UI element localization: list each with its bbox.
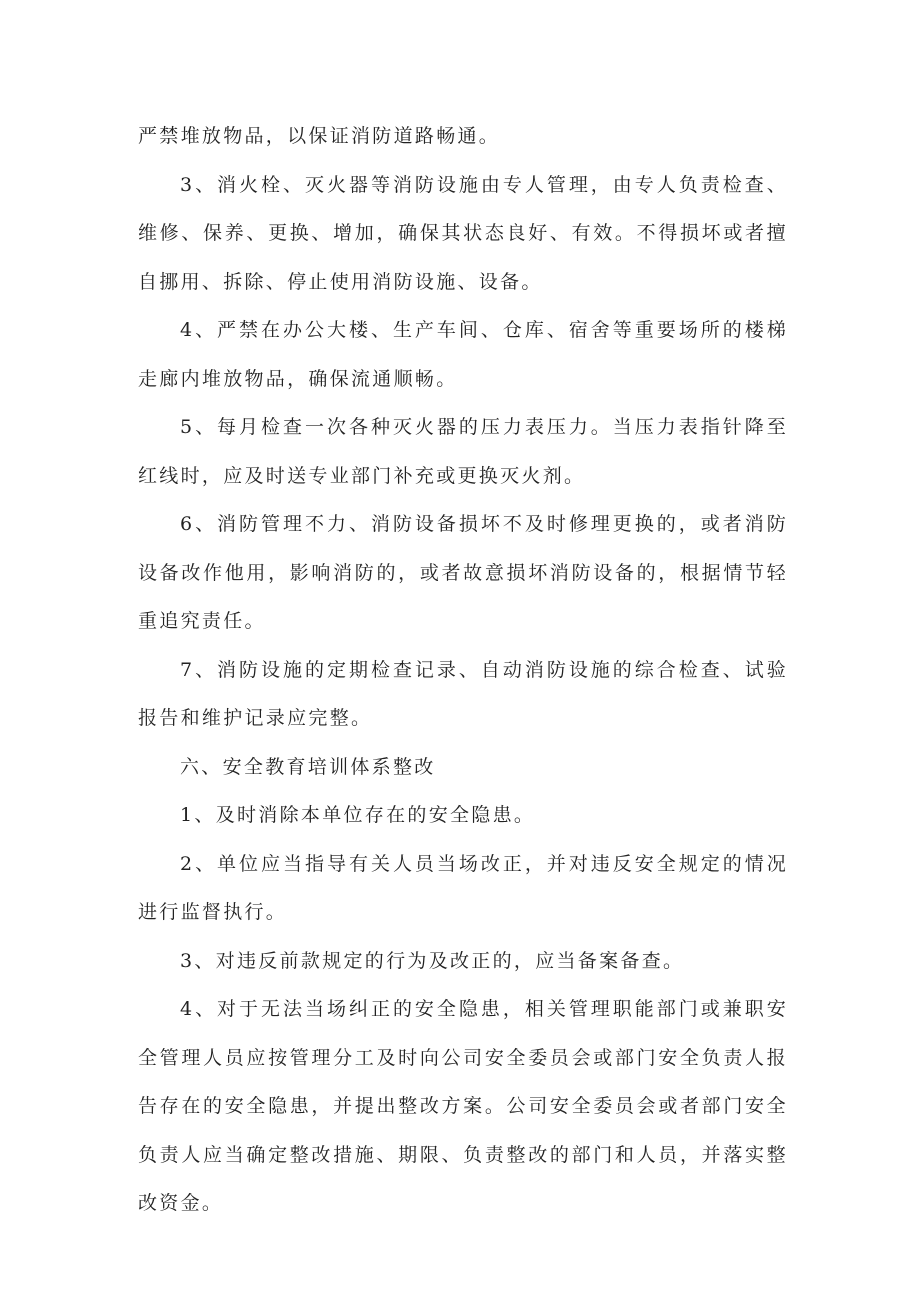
paragraph-section6-item-2: 2、单位应当指导有关人员当场改正，并对违反安全规定的情况进行监督执行。 (138, 852, 788, 923)
paragraph-item-3-hydrants: 3、消火栓、灭火器等消防设施由专人管理，由专人负责检查、维修、保养、更换、增加，确保其状态良好、有效。不得损坏或者擅自挪用、拆除、停止使用消防设施、设备。 (138, 173, 788, 293)
paragraph-section6-item-3: 3、对违反前款规定的行为及改正的，应当备案备查。 (180, 949, 685, 972)
paragraph-item-5-extinguisher-check: 5、每月检查一次各种灭火器的压力表压力。当压力表指针降至红线时，应及时送专业部门补充或更换灭火剂。 (138, 416, 788, 487)
paragraph-section6-item-4: 4、对于无法当场纠正的安全隐患，相关管理职能部门或兼职安全管理人员应按管理分工及时向公司安全委员会或部门安全负责人报告存在的安全隐患，并提出整改方案。公司安全委员会或者部门安全负责人应当确定整改措施、期限、负责整改的部门和人员，并落实整改资金。 (138, 998, 788, 1214)
paragraph-section6-item-1: 1、及时消除本单位存在的安全隐患。 (180, 804, 536, 826)
section-heading-safety-education: 六、安全教育培训体系整改 (180, 755, 436, 778)
paragraph-item-7-records: 7、消防设施的定期检查记录、自动消防设施的综合检查、试验报告和维护记录应完整。 (138, 658, 788, 729)
paragraph-item-6-responsibility: 6、消防管理不力、消防设备损坏不及时修理更换的，或者消防设备改作他用，影响消防的，或者故意损坏消防设备的，根据情节轻重追究责任。 (138, 513, 788, 632)
paragraph-item-4-corridors: 4、严禁在办公大楼、生产车间、仓库、宿舍等重要场所的楼梯走廊内堆放物品，确保流通顺畅。 (138, 319, 788, 390)
document-body (138, 112, 788, 1228)
paragraph-continuation: 严禁堆放物品，以保证消防道路畅通。 (138, 125, 501, 147)
